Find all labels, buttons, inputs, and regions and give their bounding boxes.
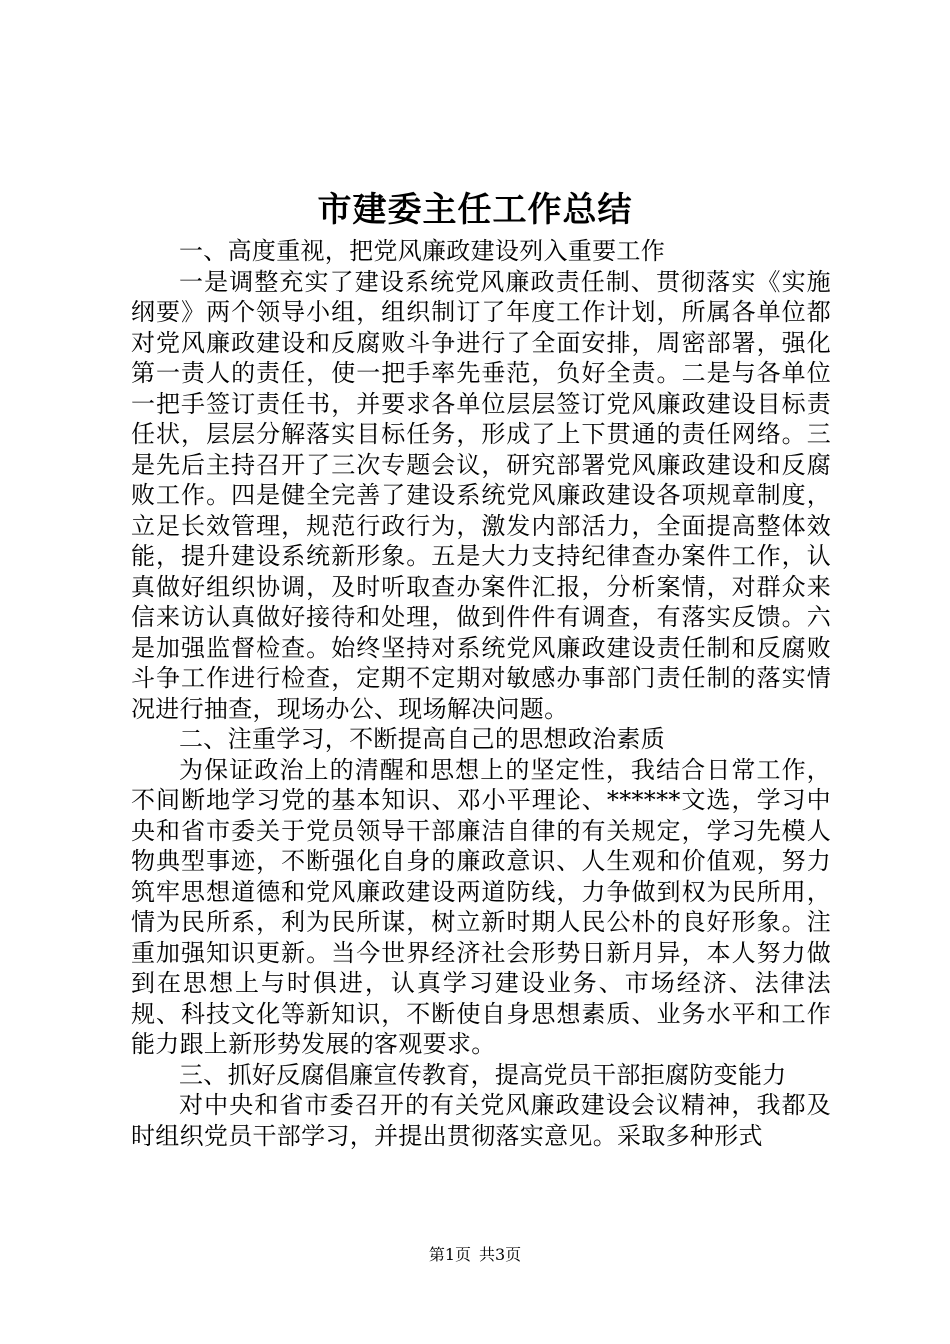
body-paragraph-1: 一是调整充实了建设系统党风廉政责任制、贯彻落实《实施纲要》两个领导小组，组织制订了年度工作计划，所属各单位都对党风廉政建设和反腐败斗争进行了全面安排，周密部署，强化第一责人的责任，使一把手率先垂范，负好全责。二是与各单位一把手签订责任书，并要求各单位层层签订党风廉政建设目标责任状，层层分解落实目标任务，形成了上下贯通的责任网络。三是先后主持召开了三次专题会议，研究部署党风廉政建设和反腐败工作。四是健全完善了建设系统党风廉政建设各项规章制度，立足长效管理，规范行政行为，激发内部活力，全面提高整体效能，提升建设系统新形象。五是大力支持纪律查办案件工作，认真做好组织协调，及时听取查办案件汇报，分析案情，对群众来信来访认真做好接待和处理，做到件件有调查，有落实反馈。六是加强监督检查。始终坚持对系统党风廉政建设责任制和反腐败斗争工作进行检查，定期不定期对敏感办事部门责任制的落实情况进行抽查，现场办公、现场解决问题。 xyxy=(131,267,831,723)
section-heading-3: 三、抓好反腐倡廉宣传教育，提高党员干部拒腐防变能力 xyxy=(179,1060,787,1089)
section-heading-2: 二、注重学习，不断提高自己的思想政治素质 xyxy=(179,725,665,753)
body-paragraph-2: 为保证政治上的清醒和思想上的坚定性，我结合日常工作，不间断地学习党的基本知识、邓小平理论、******文选，学习中央和省市委关于党员领导干部廉洁自律的有关规定，学习先模人物典型事迹，不断强化自身的廉政意识、人生观和价值观，努力筑牢思想道德和党风廉政建设两道防线，力争做到权为民所用，情为民所系，利为民所谋，树立新时期人民公朴的良好形象。注重加强知识更新。当今世界经济社会形势日新月异，本人努力做到在思想上与时俱进，认真学习建设业务、市场经济、法律法规、科技文化等新知识，不断使自身思想素质、业务水平和工作能力跟上新形势发展的客观要求。 xyxy=(131,755,831,1058)
document-title: 市建委主任工作总结 xyxy=(317,190,633,230)
page-footer xyxy=(0,1245,950,1265)
section-heading-1: 一、高度重视，把党风廉政建设列入重要工作 xyxy=(179,237,665,265)
page-number: 第1页 xyxy=(428,1245,471,1264)
body-paragraph-3: 对中央和省市委召开的有关党风廉政建设会议精神，我都及时组织党员干部学习，并提出贯彻落实意见。采取多种形式 xyxy=(131,1091,831,1150)
page-total: 共3页 xyxy=(479,1245,522,1264)
document-body xyxy=(131,236,831,1151)
